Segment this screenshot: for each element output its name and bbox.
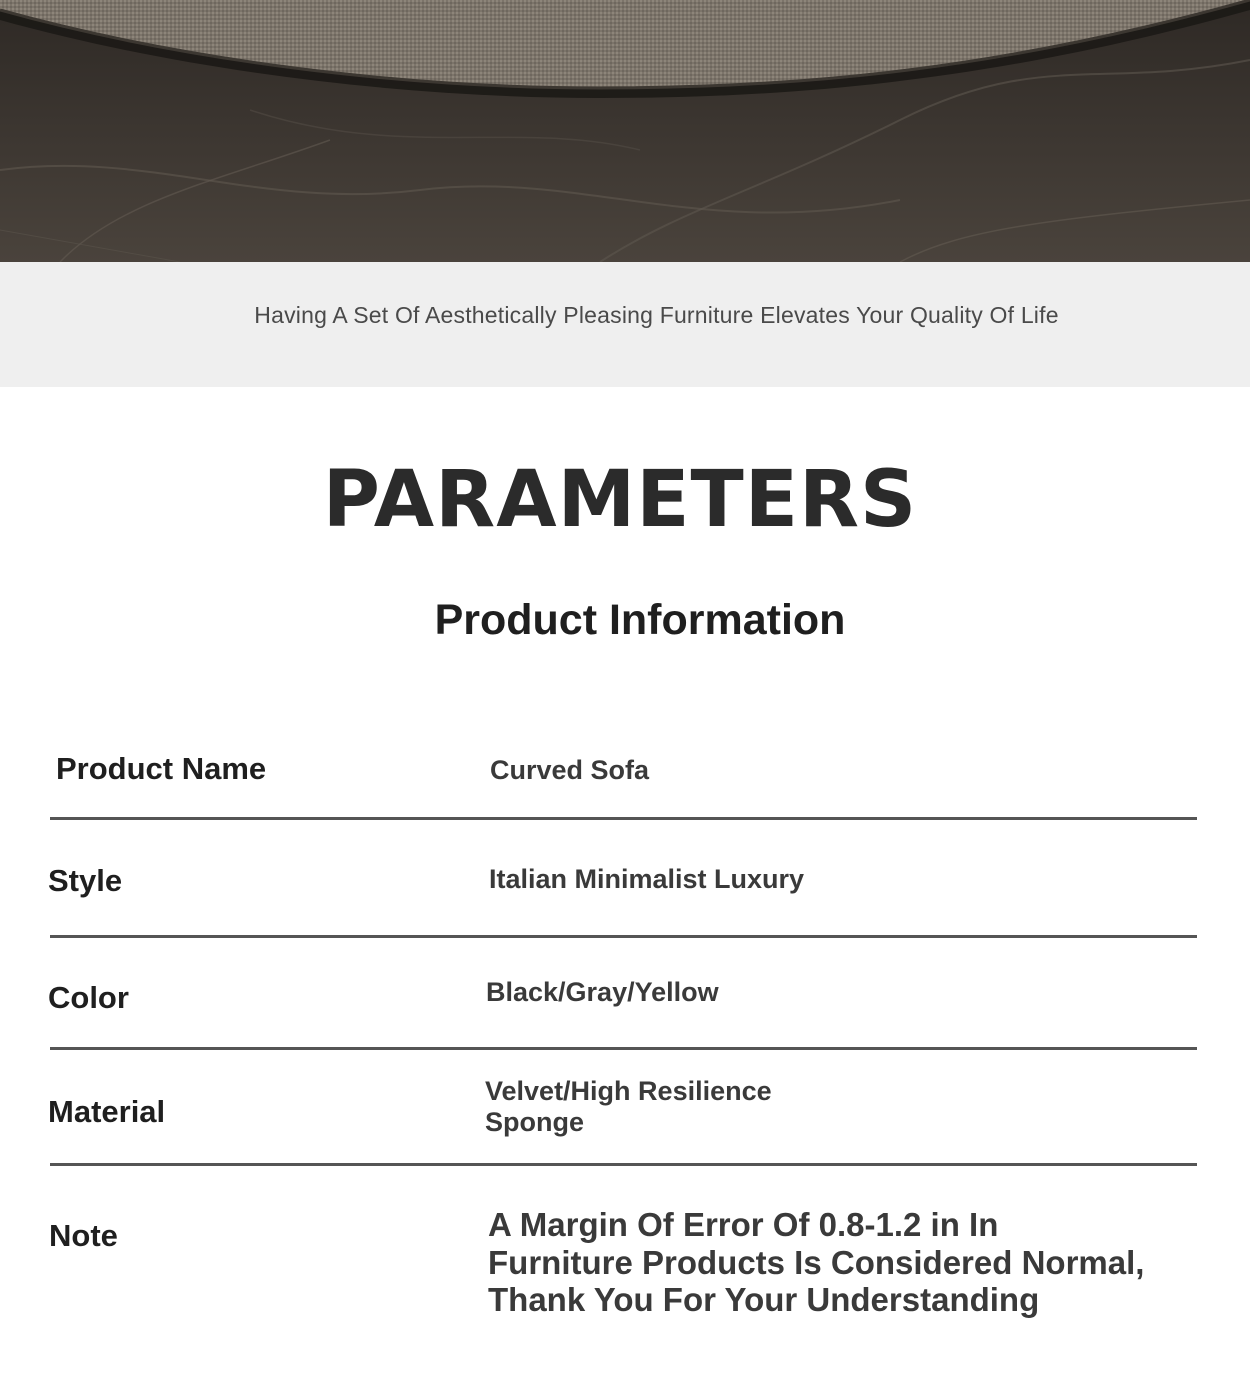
color-value: Black/Gray/Yellow [486,977,719,1007]
product-information-heading: Product Information [434,596,846,644]
material-value-line1: Velvet/High Resilience [485,1076,772,1106]
tagline-text: Having A Set Of Aesthetically Pleasing Furniture Elevates Your Quality Of Life [254,302,1059,328]
note-value-line3: Thank You For Your Understanding [488,1281,1040,1318]
row-divider [50,1047,1197,1050]
material-label: Material [48,1094,166,1129]
material-value-line2: Sponge [485,1107,584,1137]
row-divider [50,817,1197,820]
note-value-line1: A Margin Of Error Of 0.8-1.2 in In [488,1206,999,1243]
style-value: Italian Minimalist Luxury [489,864,805,894]
product-name-value: Curved Sofa [490,755,650,785]
sofa-on-marble-image [0,0,1250,262]
note-value-line2: Furniture Products Is Considered Normal, [488,1244,1145,1281]
style-label: Style [48,863,123,898]
color-label: Color [48,980,129,1015]
note-label: Note [49,1218,118,1253]
parameters-heading: PARAMETERS [322,455,918,545]
product-name-label: Product Name [56,751,267,786]
row-divider [50,1163,1197,1166]
hero-sofa-photo [0,0,1250,262]
row-divider [50,935,1197,938]
